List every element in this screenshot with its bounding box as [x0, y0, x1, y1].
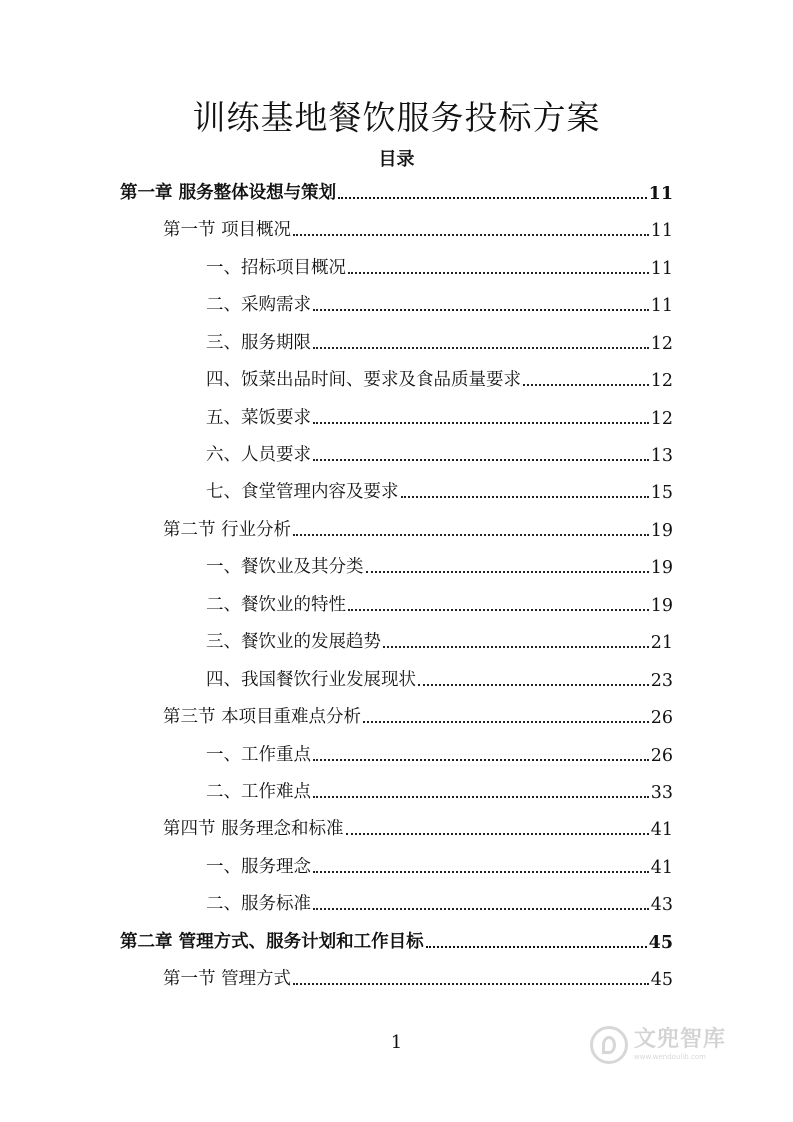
toc-entry-item[interactable]	[206, 292, 673, 316]
toc-entry-label: 第三节 本项目重难点分析	[163, 707, 362, 727]
toc-entry-label: 四、我国餐饮行业发展现状	[206, 670, 416, 690]
toc-leader-dots	[426, 945, 647, 948]
toc-entry-item[interactable]	[206, 367, 673, 391]
toc-leader-dots	[313, 795, 649, 798]
page-number: 1	[390, 1032, 403, 1053]
toc-leader-dots	[293, 982, 649, 985]
toc-entry-section[interactable]	[163, 517, 673, 541]
toc-entry-page: 12	[650, 371, 673, 391]
toc-leader-dots	[346, 832, 649, 835]
watermark-logo-icon	[590, 1026, 628, 1064]
toc-entry-item[interactable]	[206, 891, 673, 915]
toc-leader-dots	[313, 458, 649, 461]
watermark-text	[634, 1029, 726, 1061]
toc-entry-section[interactable]	[163, 217, 673, 241]
toc-leader-dots	[313, 907, 649, 910]
toc-entry-page: 41	[650, 858, 673, 878]
toc-entry-label: 第四节 服务理念和标准	[163, 819, 344, 839]
toc-leader-dots	[401, 495, 649, 498]
toc-leader-dots	[348, 608, 649, 611]
watermark-main-text: 文兜智库	[634, 1027, 727, 1052]
toc-entry-section[interactable]	[163, 966, 673, 990]
watermark-url-text: www.wendoulib.com	[634, 1053, 706, 1061]
document-title: 训练基地餐饮服务投标方案	[192, 98, 601, 137]
toc-leader-dots	[293, 533, 649, 536]
toc-entry-label: 二、工作难点	[206, 782, 311, 802]
toc-entry-page: 26	[650, 746, 673, 766]
toc-entry-item[interactable]	[206, 330, 673, 354]
toc-leader-dots	[366, 570, 649, 573]
toc-entry-label: 二、服务标准	[206, 894, 311, 914]
toc-entry-label: 一、招标项目概况	[206, 258, 346, 278]
toc-entry-page: 23	[650, 671, 673, 691]
toc-entry-page: 41	[650, 820, 673, 840]
toc-entry-page: 11	[650, 221, 673, 241]
toc-entry-label: 五、菜饭要求	[206, 408, 311, 428]
toc-entry-page: 19	[650, 596, 673, 616]
toc-entry-item[interactable]	[206, 479, 673, 503]
toc-entry-item[interactable]	[206, 742, 673, 766]
toc-entry-page: 15	[650, 483, 673, 503]
toc-entry-label: 一、餐饮业及其分类	[206, 557, 364, 577]
toc-entry-label: 六、人员要求	[206, 445, 311, 465]
toc-entry-label: 一、服务理念	[206, 857, 311, 877]
toc-entry-page: 26	[650, 708, 673, 728]
toc-entry-item[interactable]	[206, 779, 673, 803]
toc-leader-dots	[363, 720, 649, 723]
toc-entry-section[interactable]	[163, 704, 673, 728]
toc-leader-dots	[313, 346, 649, 349]
toc-entry-page: 13	[650, 446, 673, 466]
toc-entry-page: 11	[648, 184, 673, 204]
toc-entry-label: 三、餐饮业的发展趋势	[206, 632, 381, 652]
toc-entry-label: 第一节 管理方式	[163, 969, 292, 989]
toc-entry-item[interactable]	[206, 554, 673, 578]
toc-entry-page: 45	[650, 970, 673, 990]
toc-leader-dots	[523, 383, 649, 386]
toc-entry-section[interactable]	[163, 816, 673, 840]
toc-entry-label: 第一节 项目概况	[163, 220, 292, 240]
toc-entry-label: 二、餐饮业的特性	[206, 595, 346, 615]
toc-entry-label: 二、采购需求	[206, 295, 311, 315]
toc-heading: 目录	[378, 149, 415, 170]
toc-entry-label: 第二节 行业分析	[163, 520, 292, 540]
toc-leader-dots	[383, 645, 649, 648]
toc-entry-label: 一、工作重点	[206, 745, 311, 765]
toc-entry-page: 19	[650, 558, 673, 578]
toc-leader-dots	[313, 758, 649, 761]
toc-entry-page: 43	[650, 895, 673, 915]
toc-leader-dots	[313, 308, 649, 311]
toc-entry-page: 11	[650, 259, 673, 279]
toc-leader-dots	[293, 233, 649, 236]
toc-leader-dots	[418, 683, 649, 686]
toc-entry-label: 三、服务期限	[206, 333, 311, 353]
toc-entry-page: 19	[650, 521, 673, 541]
watermark	[590, 1020, 760, 1070]
toc-entry-label: 七、食堂管理内容及要求	[206, 482, 399, 502]
toc-entry-page: 11	[650, 296, 673, 316]
toc-entry-item[interactable]	[206, 255, 673, 279]
toc-entry-item[interactable]	[206, 667, 673, 691]
toc-entry-page: 45	[648, 933, 673, 953]
toc-leader-dots	[348, 271, 649, 274]
toc-entry-page: 33	[650, 783, 673, 803]
toc-entry-item[interactable]	[206, 442, 673, 466]
toc-entry-page: 12	[650, 409, 673, 429]
toc-entry-label: 第二章 管理方式、服务计划和工作目标	[120, 932, 424, 952]
toc-entry-item[interactable]	[206, 629, 673, 653]
toc-entry-item[interactable]	[206, 405, 673, 429]
toc-entry-label: 第一章 服务整体设想与策划	[120, 183, 337, 203]
toc-entry-label: 四、饭菜出品时间、要求及食品质量要求	[206, 370, 521, 390]
toc-entry-chapter-1[interactable]	[120, 180, 673, 204]
toc-entry-page: 21	[650, 633, 673, 653]
toc-entry-item[interactable]	[206, 592, 673, 616]
toc-leader-dots	[313, 870, 649, 873]
toc-leader-dots	[313, 421, 649, 424]
toc-leader-dots	[338, 196, 647, 199]
toc-entry-item[interactable]	[206, 854, 673, 878]
toc-entry-page: 12	[650, 334, 673, 354]
toc-entry-chapter-2[interactable]	[120, 929, 673, 953]
